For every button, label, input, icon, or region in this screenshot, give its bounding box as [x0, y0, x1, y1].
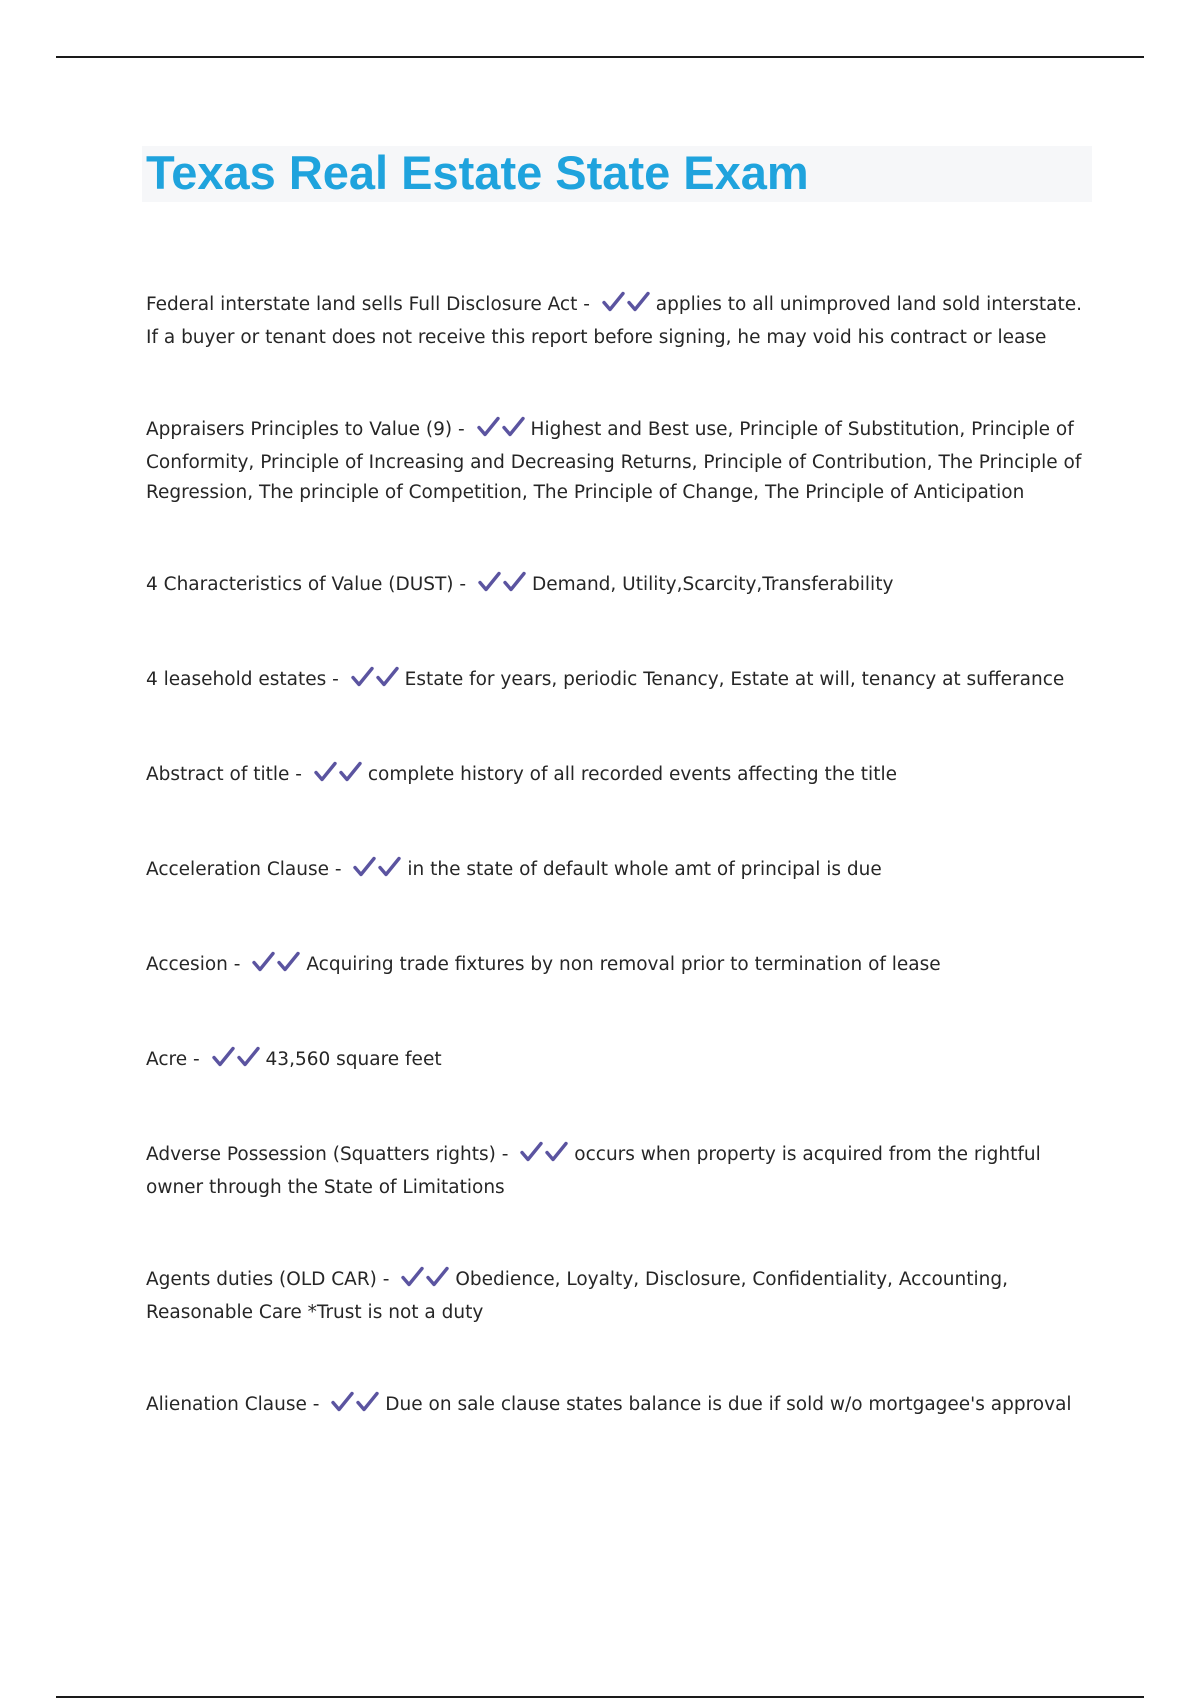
double-check-icon: [477, 416, 527, 448]
entry-definition: complete history of all recorded events affecting the title: [367, 764, 897, 785]
entry-definition: Demand, Utility,Scarcity,Transferability: [531, 574, 894, 595]
entry-separator: -: [376, 1269, 396, 1290]
entry-separator: -: [577, 294, 596, 315]
page-bottom-rule: [56, 1696, 1144, 1698]
double-check-icon: [520, 1141, 570, 1173]
double-check-icon: [602, 291, 652, 323]
double-check-icon: [351, 666, 401, 698]
double-check-icon: [331, 1391, 381, 1423]
flashcard-entry: [146, 290, 1096, 353]
flashcard-entry: [146, 570, 1096, 603]
flashcard-entry: [146, 855, 1096, 888]
double-check-icon: [401, 1266, 451, 1298]
entry-definition: occurs when property is acquired from the rightful owner through the State of Limitations: [146, 1144, 1041, 1198]
entry-separator: -: [453, 574, 472, 595]
entry-definition: applies to all unimproved land sold interstate. If a buyer or tenant does not receive this report before signing, he may void his contract or lease: [146, 294, 1082, 348]
entry-term: Alienation Clause: [146, 1394, 307, 1415]
entry-separator: -: [326, 669, 345, 690]
entry-definition: Highest and Best use, Principle of Substitution, Principle of Conformity, Principle of Increasing and Decreasing Returns, Principle of Contribution, The Principle of Regression, The principle of Competition, The Principle of Change, The Principle of Anticipation: [146, 419, 1082, 503]
flashcard-entry: [146, 415, 1096, 508]
page-top-rule: [56, 56, 1144, 58]
entry-definition: Acquiring trade fixtures by non removal prior to termination of lease: [306, 954, 941, 975]
entry-definition: Estate for years, periodic Tenancy, Estate at will, tenancy at sufferance: [404, 669, 1065, 690]
double-check-icon: [353, 856, 403, 888]
flashcard-entry: [146, 1390, 1096, 1423]
entry-separator: -: [227, 954, 247, 975]
entry-term: Agents duties (OLD CAR): [146, 1269, 377, 1290]
flashcard-entry: [146, 1265, 1096, 1328]
double-check-icon: [212, 1046, 262, 1078]
double-check-icon: [252, 951, 302, 983]
entry-separator: -: [289, 764, 308, 785]
entry-separator: -: [495, 1144, 515, 1165]
entry-definition: in the state of default whole amt of principal is due: [407, 859, 882, 880]
entry-separator: -: [306, 1394, 326, 1415]
entry-definition: Due on sale clause states balance is due if sold w/o mortgagee's approval: [385, 1394, 1072, 1415]
entry-term: Adverse Possession (Squatters rights): [146, 1144, 496, 1165]
entry-separator: -: [452, 419, 471, 440]
entry-term: 4 Characteristics of Value (DUST): [146, 574, 454, 595]
flashcard-entry: [146, 760, 1096, 793]
double-check-icon: [478, 571, 528, 603]
double-check-icon: [314, 761, 364, 793]
entry-term: Appraisers Principles to Value (9): [146, 419, 453, 440]
entry-term: Federal interstate land sells Full Disclosure Act: [146, 294, 578, 315]
entry-term: Accesion: [146, 954, 228, 975]
entry-separator: -: [328, 859, 348, 880]
flashcard-entry: [146, 1140, 1096, 1203]
entry-term: Acre: [146, 1049, 188, 1070]
document-title: Texas Real Estate State Exam: [146, 146, 809, 199]
entry-term: Acceleration Clause: [146, 859, 329, 880]
flashcard-entry: [146, 950, 1096, 983]
entry-term: 4 leasehold estates: [146, 669, 327, 690]
flashcard-entry: [146, 1045, 1096, 1078]
entry-term: Abstract of title: [146, 764, 290, 785]
flashcard-list: [146, 290, 1096, 1423]
entry-definition: Obedience, Loyalty, Disclosure, Confidentiality, Accounting, Reasonable Care *Trust is not a duty: [146, 1269, 1009, 1323]
entry-separator: -: [187, 1049, 206, 1070]
entry-definition: 43,560 square feet: [265, 1049, 442, 1070]
flashcard-entry: [146, 665, 1096, 698]
